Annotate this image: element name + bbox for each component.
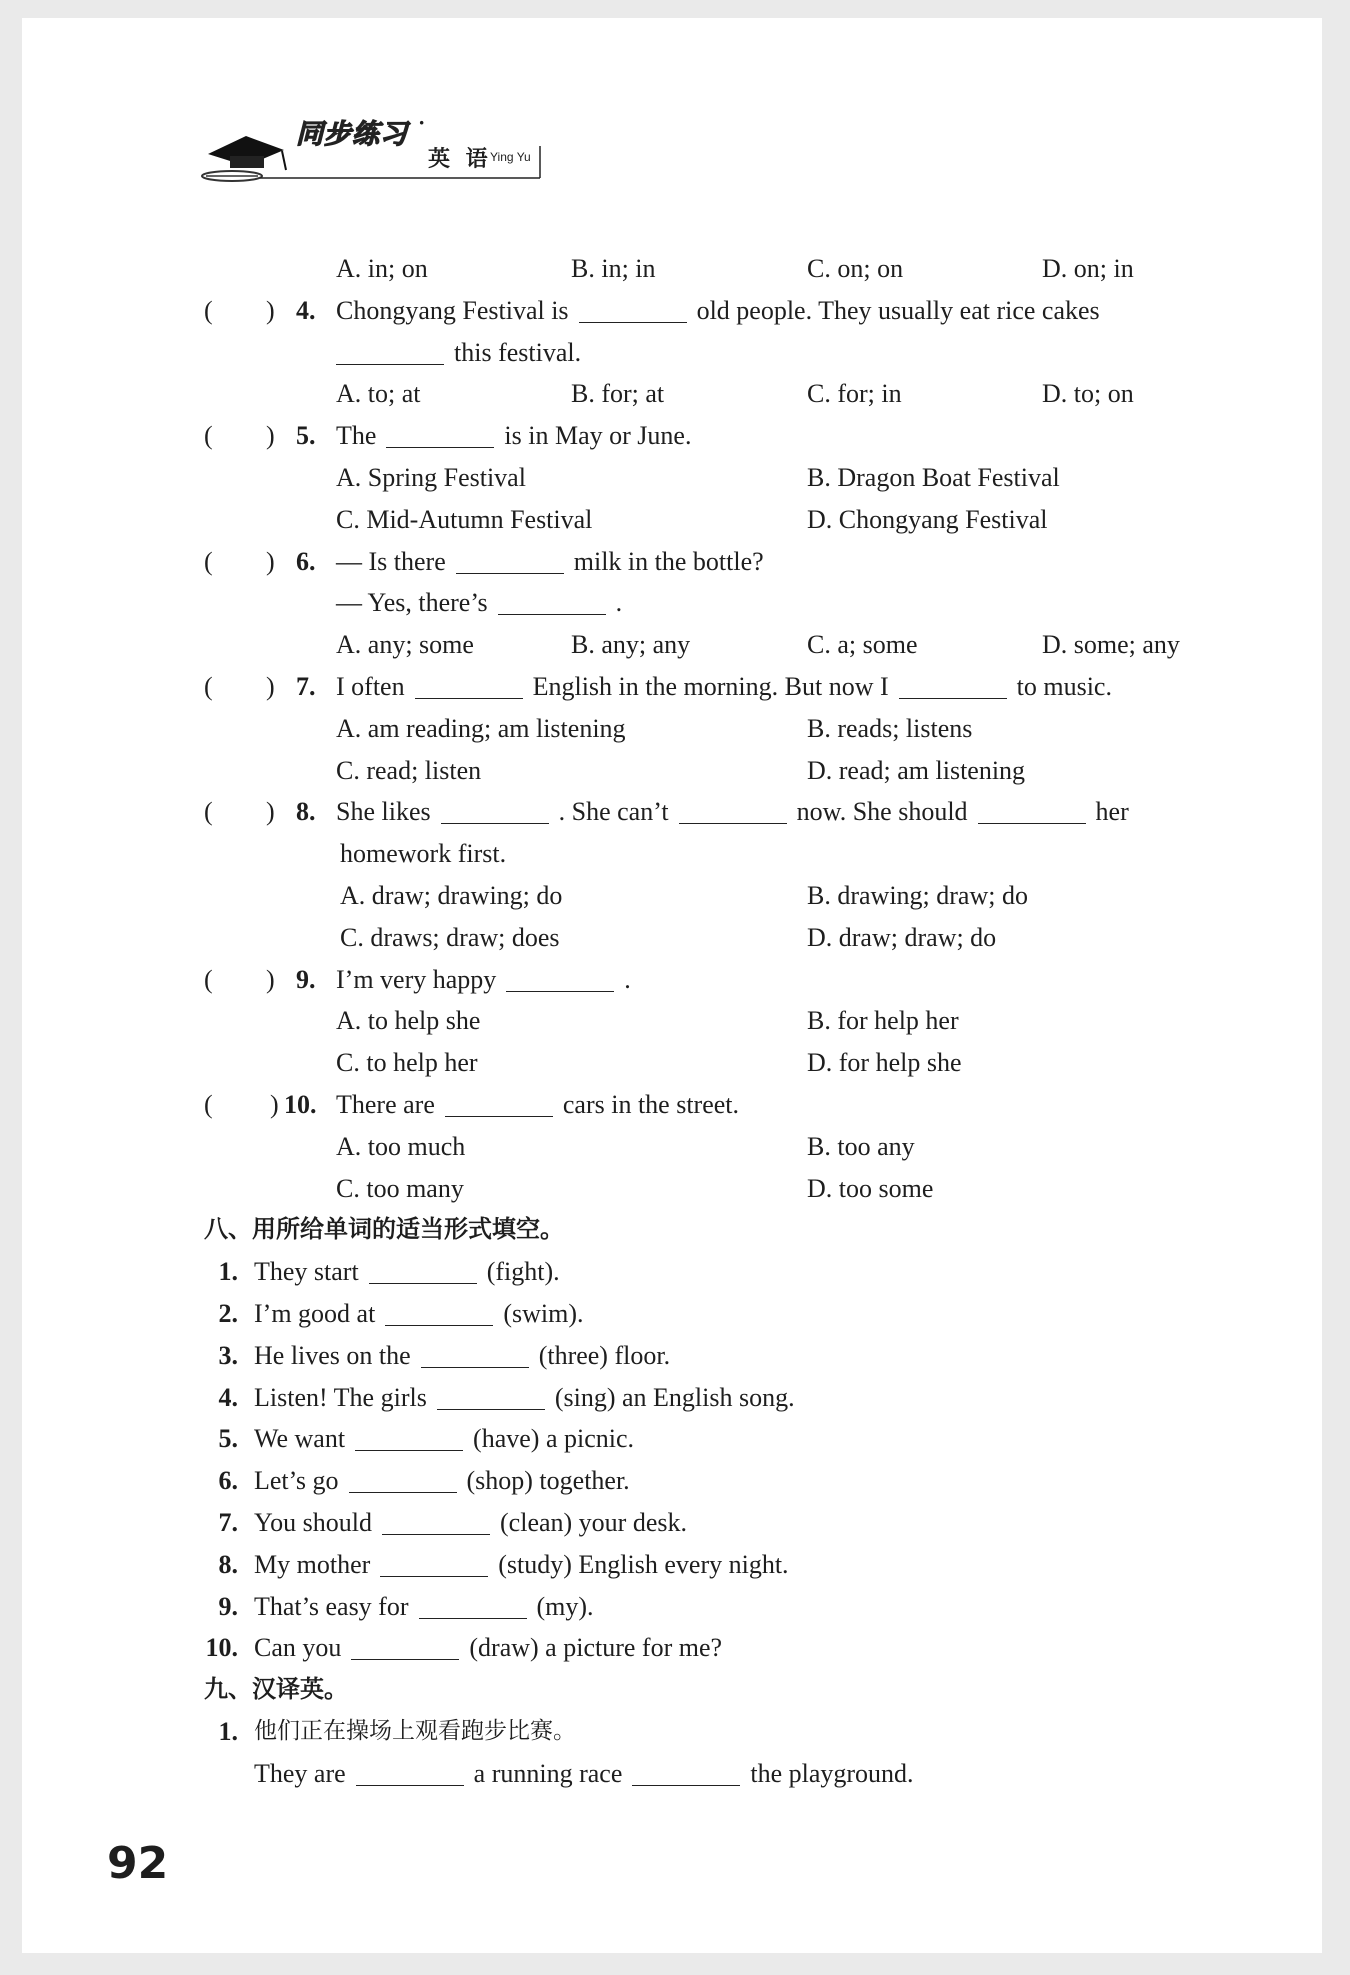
q10-option-b: B. too any — [807, 1131, 915, 1161]
question-text: Can you (draw) a picture for me? — [254, 1633, 723, 1663]
q10-options-row-1 — [204, 1126, 1244, 1168]
section-8-heading-row — [204, 1209, 1244, 1251]
question-text: She likes . She can’t now. She should her — [336, 797, 1129, 827]
answer-blank — [419, 1617, 527, 1619]
q9-options-row-2 — [204, 1042, 1244, 1084]
s9-q1-row — [204, 1711, 1244, 1753]
q7-option-d: D. read; am listening — [807, 755, 1026, 785]
question-text: That’s easy for (my). — [254, 1591, 594, 1621]
q7-options-row-2 — [204, 750, 1244, 792]
q3-option-a: A. in; on — [336, 254, 428, 283]
question-text: My mother (study) English every night. — [254, 1549, 789, 1579]
question-text: Let’s go (shop) together. — [254, 1466, 630, 1496]
q5-row: ( ) 5. The is in May or June. — [204, 415, 1244, 457]
q6-row: ( ) 6. — Is there milk in the bottle? — [204, 541, 1244, 583]
fill-item — [204, 1251, 1244, 1293]
subject-pinyin: Ying Yu — [490, 150, 531, 164]
question-text: Listen! The girls (sing) an English song. — [254, 1382, 795, 1412]
answer-blank — [445, 1115, 553, 1117]
answer-blank — [386, 446, 494, 448]
translation-line: They are a running race the playground. — [254, 1758, 914, 1788]
question-number: 4. — [218, 1382, 238, 1412]
q7-option-a: A. am reading; am listening — [336, 713, 626, 743]
q6-option-b: B. any; any — [571, 630, 691, 660]
answer-blank — [498, 613, 606, 615]
answer-blank — [579, 321, 687, 323]
q3-option-c: C. on; on — [807, 254, 904, 283]
answer-blank — [349, 1491, 457, 1493]
page-number: 92 — [107, 1838, 169, 1889]
q3-options-row — [204, 248, 1244, 290]
q6-option-a: A. any; some — [336, 630, 474, 660]
question-number: 4. — [296, 295, 316, 325]
answer-blank — [385, 1324, 493, 1326]
q10-option-d: D. too some — [807, 1173, 934, 1203]
question-text: I’m good at (swim). — [254, 1298, 584, 1328]
answer-blank — [351, 1658, 459, 1660]
q9-options-row-1 — [204, 1000, 1244, 1042]
answer-blank — [679, 822, 787, 824]
question-number: 5. — [296, 421, 316, 451]
answer-blank — [632, 1784, 740, 1786]
answer-blank — [415, 697, 523, 699]
q9-option-d: D. for help she — [807, 1048, 962, 1078]
fill-item — [204, 1544, 1244, 1586]
q4-option-a: A. to; at — [336, 379, 421, 409]
q10-options-row-2 — [204, 1168, 1244, 1210]
answer-blank — [382, 1533, 490, 1535]
question-number: 10. — [284, 1089, 317, 1119]
q7-option-c: C. read; listen — [336, 755, 482, 785]
answer-blank — [380, 1575, 488, 1577]
q9-option-c: C. to help her — [336, 1048, 478, 1078]
question-number: 5. — [218, 1424, 238, 1454]
q4-row-cont: this festival. — [204, 332, 1244, 374]
question-number: 6. — [296, 546, 316, 576]
q4-row: ( ) 4. Chongyang Festival is old people. They usually eat rice cakes — [204, 290, 1244, 332]
question-text: I’m very happy . — [336, 964, 631, 994]
header-dot: · — [418, 110, 426, 135]
q7-row: ( ) 7. I often English in the morning. But now I to music. — [204, 666, 1244, 708]
fill-item — [204, 1377, 1244, 1419]
question-number: 7. — [218, 1507, 238, 1537]
subject-label: 英 语 — [428, 147, 492, 172]
q8-option-c: C. draws; draw; does — [340, 922, 560, 952]
fill-item — [204, 1460, 1244, 1502]
question-text: There are cars in the street. — [336, 1089, 740, 1119]
q5-options-row-1 — [204, 457, 1244, 499]
q6-row-cont: — Yes, there’s . — [336, 588, 623, 618]
section-8-title: 八、用所给单词的适当形式填空。 — [204, 1215, 564, 1244]
answer-blank — [456, 572, 564, 574]
q5-option-c: C. Mid-Autumn Festival — [336, 504, 593, 534]
question-number: 10. — [205, 1633, 238, 1663]
answer-blank — [336, 363, 444, 365]
s9-q1-answer-row — [204, 1753, 1244, 1795]
q4-options-row — [204, 373, 1244, 415]
series-title: 同步练习 — [296, 119, 408, 150]
q8-row: ( ) 8. She likes . She can’t now. She should her — [204, 791, 1244, 833]
fill-item — [204, 1293, 1244, 1335]
q10-option-c: C. too many — [336, 1173, 464, 1203]
answer-blank — [421, 1366, 529, 1368]
q4-option-b: B. for; at — [571, 379, 665, 409]
q5-option-a: A. Spring Festival — [336, 462, 526, 492]
q8-option-d: D. draw; draw; do — [807, 922, 997, 952]
question-number: 7. — [296, 671, 316, 701]
question-number: 8. — [218, 1549, 238, 1579]
section-9-title: 九、汉译英。 — [204, 1675, 348, 1704]
q7-options-row-1 — [204, 708, 1244, 750]
question-text: — Is there milk in the bottle? — [336, 546, 764, 576]
q8-options-row-1 — [204, 875, 1244, 917]
section-9-heading-row — [204, 1669, 1244, 1711]
question-text: We want (have) a picnic. — [254, 1424, 635, 1454]
question-text: I often English in the morning. But now I to music. — [336, 671, 1112, 701]
answer-blank — [355, 1449, 463, 1451]
q5-option-d: D. Chongyang Festival — [807, 504, 1048, 534]
question-text: You should (clean) your desk. — [254, 1507, 687, 1537]
q4-option-c: C. for; in — [807, 379, 902, 409]
q7-option-b: B. reads; listens — [807, 713, 973, 743]
page-header — [200, 106, 560, 186]
q5-options-row-2 — [204, 499, 1244, 541]
q3-option-b: B. in; in — [571, 254, 656, 283]
answer-blank — [437, 1408, 545, 1410]
question-number: 8. — [296, 797, 316, 827]
answer-blank — [899, 697, 1007, 699]
question-text: Chongyang Festival is old people. They usually eat rice cakes — [336, 295, 1100, 325]
q9-option-a: A. to help she — [336, 1006, 481, 1036]
q8-option-b: B. drawing; draw; do — [807, 880, 1028, 910]
section-8-list — [204, 1251, 1244, 1669]
q10-row: ( ) 10. There are cars in the street. — [204, 1084, 1244, 1126]
exercise-content — [204, 248, 1244, 1794]
answer-blank — [441, 822, 549, 824]
question-number: 1. — [218, 1716, 238, 1746]
chinese-sentence: 他们正在操场上观看跑步比赛。 — [254, 1717, 576, 1744]
question-text: The is in May or June. — [336, 421, 692, 451]
fill-item — [204, 1418, 1244, 1460]
q4-option-d: D. to; on — [1042, 379, 1134, 409]
question-number: 9. — [218, 1591, 238, 1621]
q10-option-a: A. too much — [336, 1131, 466, 1161]
question-number: 9. — [296, 964, 316, 994]
answer-blank — [356, 1784, 464, 1786]
fill-item — [204, 1335, 1244, 1377]
question-text: He lives on the (three) floor. — [254, 1340, 671, 1370]
answer-blank — [978, 822, 1086, 824]
q8-row-cont: homework first. — [340, 839, 507, 869]
q6-option-c: C. a; some — [807, 630, 918, 660]
q6-option-d: D. some; any — [1042, 630, 1180, 660]
q5-option-b: B. Dragon Boat Festival — [807, 462, 1060, 492]
q8-options-row-2 — [204, 917, 1244, 959]
q8-option-a: A. draw; drawing; do — [340, 880, 563, 910]
fill-item — [204, 1627, 1244, 1669]
fill-item — [204, 1502, 1244, 1544]
fill-item — [204, 1586, 1244, 1628]
question-text: They start (fight). — [254, 1257, 560, 1287]
question-number: 2. — [218, 1298, 238, 1328]
q3-option-d: D. on; in — [1042, 254, 1134, 283]
question-number: 6. — [218, 1466, 238, 1496]
question-number: 3. — [218, 1340, 238, 1370]
answer-blank — [506, 990, 614, 992]
workbook-page — [22, 18, 1322, 1953]
q9-row: ( ) 9. I’m very happy . — [204, 959, 1244, 1001]
q9-option-b: B. for help her — [807, 1006, 959, 1036]
question-number: 1. — [218, 1257, 238, 1287]
q6-options-row — [204, 624, 1244, 666]
answer-blank — [369, 1282, 477, 1284]
